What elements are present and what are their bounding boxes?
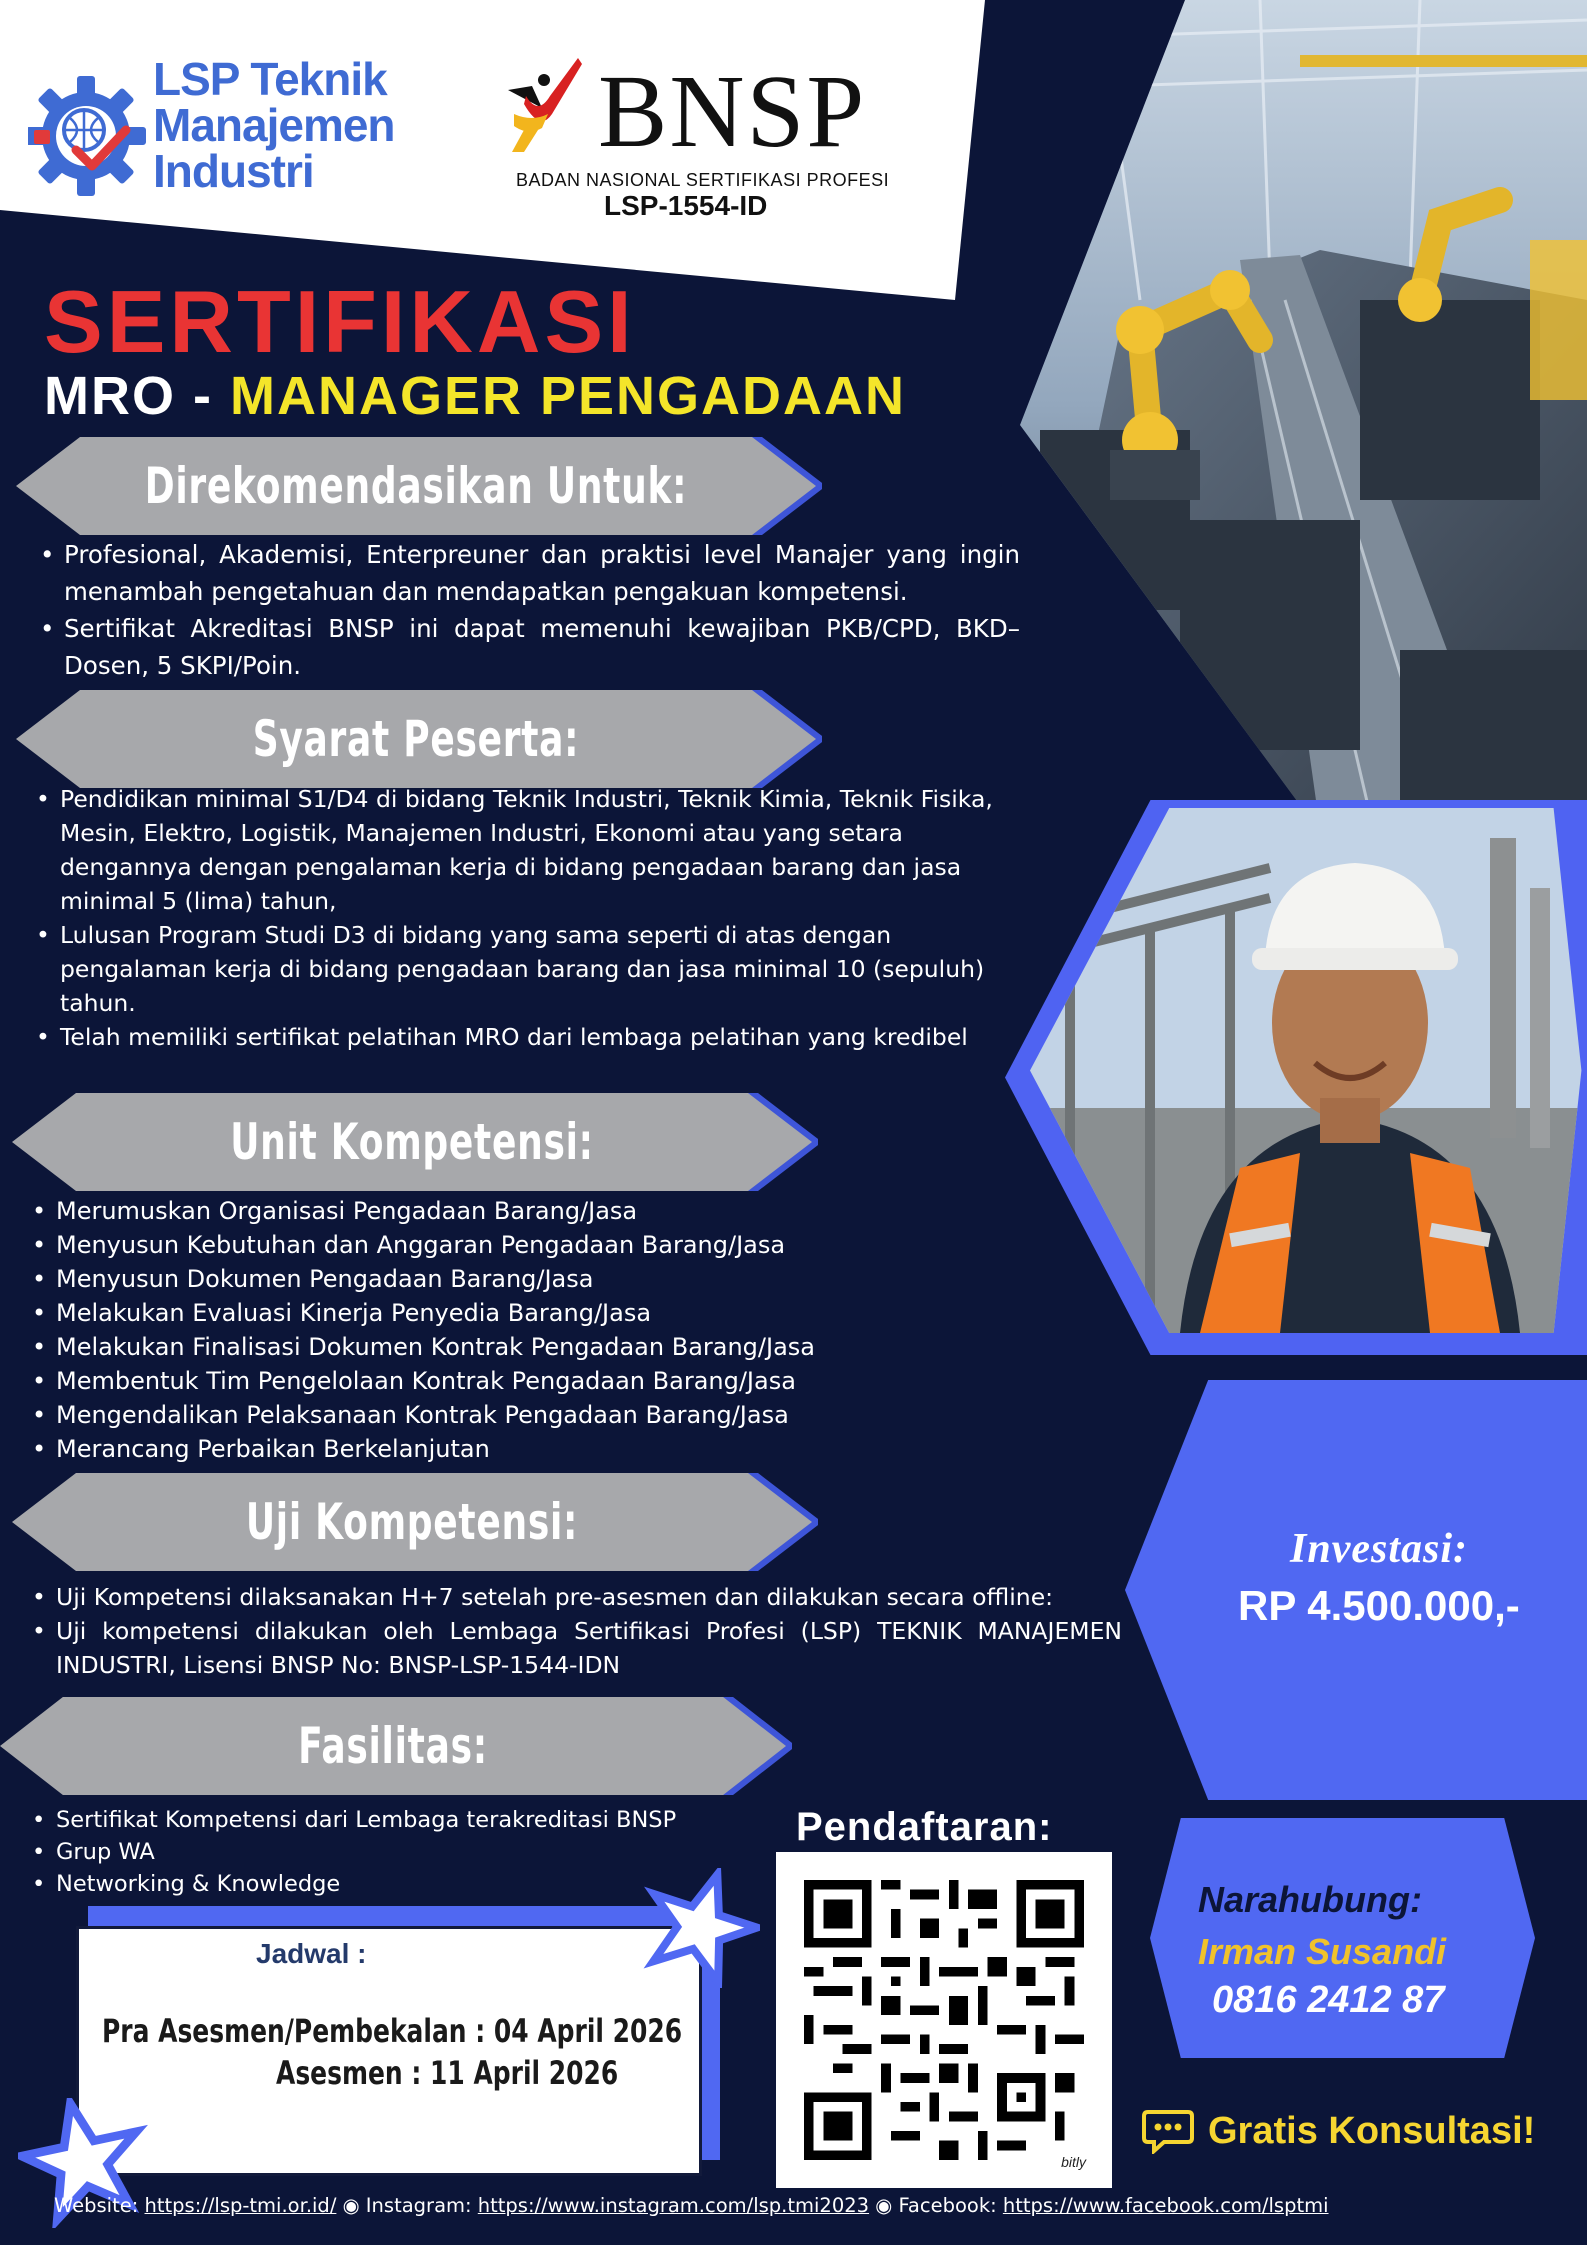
footer-links xyxy=(54,2194,1329,2217)
website-link[interactable]: https://lsp-tmi.or.id/ xyxy=(144,2194,337,2217)
subtitle-highlight: MANAGER PENGADAAN xyxy=(229,366,906,426)
list-item: • Mengendalikan Pelaksanaan Kontrak Pengadaan Barang/Jasa xyxy=(32,1398,1012,1432)
units-list xyxy=(32,1194,1012,1466)
list-item: • Profesional, Akademisi, Enterpreuner dan praktisi level Manajer yang ingin menambah pengetahuan dan mendapatkan pengakuan kompetensi. xyxy=(40,536,1020,610)
requirements-banner xyxy=(16,690,816,788)
recommended-banner xyxy=(16,437,816,535)
investment-price: RP 4.500.000,- xyxy=(1238,1582,1520,1629)
website-label: Website: xyxy=(54,2194,145,2217)
schedule-card xyxy=(76,1926,702,2176)
lsp-logo xyxy=(28,52,428,212)
globe-icon: ◉ xyxy=(342,2194,360,2217)
pre-assessment-date: 04 April 2026 xyxy=(493,2012,683,2050)
list-item: • Melakukan Finalisasi Dokumen Kontrak Pengadaan Barang/Jasa xyxy=(32,1330,1012,1364)
schedule-row-assessment xyxy=(276,2054,618,2092)
gear-check-icon xyxy=(28,58,148,208)
recommended-list xyxy=(40,536,1020,684)
qr-code-icon xyxy=(804,1880,1084,2160)
free-consultation-label: Gratis Konsultasi! xyxy=(1208,2109,1536,2152)
assessment-label: Asesmen xyxy=(276,2054,403,2092)
list-item: • Merumuskan Organisasi Pengadaan Barang/Jasa xyxy=(32,1194,1012,1228)
registration-qr-code[interactable] xyxy=(776,1852,1112,2188)
subtitle xyxy=(44,366,906,426)
instagram-link[interactable]: https://www.instagram.com/lsp.tmi2023 xyxy=(477,2194,870,2217)
list-item: • Telah memiliki sertifikat pelatihan MRO dari lembaga pelatihan yang kredibel xyxy=(36,1020,1016,1054)
facilities-banner xyxy=(0,1697,786,1795)
list-item: • Sertifikat Akreditasi BNSP ini dapat memenuhi kewajiban PKB/CPD, BKD–Dosen, 5 SKPI/Poin. xyxy=(40,610,1020,684)
list-item: • Menyusun Dokumen Pengadaan Barang/Jasa xyxy=(32,1262,1012,1296)
contact-title: Narahubung: xyxy=(1198,1879,1422,1920)
factory-robot-photo xyxy=(1000,0,1587,900)
list-item: • Lulusan Program Studi D3 di bidang yang sama seperti di atas dengan pengalaman kerja di bidang pengadaan barang dan jasa minimal 10 (sepuluh) tahun. xyxy=(36,918,1016,1020)
instagram-label: Instagram: xyxy=(359,2194,478,2217)
registration-title: Pendaftaran: xyxy=(796,1805,1053,1849)
bnsp-full-name: BADAN NASIONAL SERTIFIKASI PROFESI xyxy=(516,170,890,190)
star-decoration-icon xyxy=(640,1868,760,1988)
schedule-row-pre-assessment xyxy=(102,2012,682,2050)
recommended-heading: Direkomendasikan Untuk: xyxy=(144,457,688,515)
schedule-separator: : xyxy=(466,2012,494,2050)
exam-banner xyxy=(12,1473,812,1571)
exam-list xyxy=(32,1580,1122,1682)
bnsp-emblem-icon xyxy=(504,56,582,154)
contact-name: Irman Susandi xyxy=(1198,1931,1447,1972)
chat-bubble-icon xyxy=(1142,2108,1194,2154)
lsp-logo-line-1: LSP Teknik xyxy=(153,53,387,105)
lsp-logo-text xyxy=(153,53,395,197)
list-item: • Uji kompetensi dilakukan oleh Lembaga Sertifikasi Profesi (LSP) TEKNIK MANAJEMEN INDUSTRI, Lisensi BNSP No: BNSP-LSP-1544-IDN xyxy=(32,1614,1122,1682)
schedule-separator: : xyxy=(402,2054,431,2092)
requirements-list xyxy=(36,782,1016,1054)
qr-brand-label: bitly xyxy=(1061,2154,1086,2170)
list-item: • Sertifikat Kompetensi dari Lembaga terakreditasi BNSP xyxy=(32,1804,812,1836)
requirements-heading: Syarat Peserta: xyxy=(252,710,580,768)
list-item: • Pendidikan minimal S1/D4 di bidang Teknik Industri, Teknik Kimia, Teknik Fisika, Mesin, Elektro, Logistik, Manajemen Industri, Ekonomi atau yang setara dengannya dengan pengalaman kerja di bidang pengadaan barang dan jasa minimal 5 (lima) tahun, xyxy=(36,782,1016,918)
list-item: • Uji Kompetensi dilaksanakan H+7 setelah pre-asesmen dan dilakukan secara offline: xyxy=(32,1580,1122,1614)
subtitle-prefix: MRO - xyxy=(44,366,230,426)
free-consultation[interactable] xyxy=(1142,2108,1535,2154)
list-item: • Networking & Knowledge xyxy=(32,1868,812,1900)
lsp-logo-line-3: Industri xyxy=(153,145,314,197)
main-title: SERTIFIKASI xyxy=(44,272,636,371)
list-item: • Grup WA xyxy=(32,1836,812,1868)
facebook-link[interactable]: https://www.facebook.com/lsptmi xyxy=(1002,2194,1329,2217)
bnsp-logo xyxy=(500,50,890,225)
units-banner xyxy=(12,1093,812,1191)
lsp-logo-line-2: Manajemen xyxy=(153,99,395,151)
list-item: • Melakukan Evaluasi Kinerja Penyedia Barang/Jasa xyxy=(32,1296,1012,1330)
units-heading: Unit Kompetensi: xyxy=(230,1113,594,1171)
facilities-heading: Fasilitas: xyxy=(298,1717,488,1775)
schedule-title: Jadwal : xyxy=(256,1938,367,1969)
bnsp-name: BNSP xyxy=(598,54,867,169)
list-item: • Merancang Perbaikan Berkelanjutan xyxy=(32,1432,1012,1466)
exam-heading: Uji Kompetensi: xyxy=(245,1493,579,1551)
globe-icon: ◉ xyxy=(875,2194,893,2217)
facebook-label: Facebook: xyxy=(892,2194,1003,2217)
list-item: • Menyusun Kebutuhan dan Anggaran Pengadaan Barang/Jasa xyxy=(32,1228,1012,1262)
bnsp-license-number: LSP-1554-ID xyxy=(604,190,768,221)
list-item: • Membentuk Tim Pengelolaan Kontrak Pengadaan Barang/Jasa xyxy=(32,1364,1012,1398)
contact-phone[interactable]: 0816 2412 87 xyxy=(1212,1979,1445,2021)
pre-assessment-label: Pra Asesmen/Pembekalan xyxy=(102,2012,467,2050)
assessment-date: 11 April 2026 xyxy=(430,2054,619,2092)
investment-label: Investasi: xyxy=(1290,1526,1468,1572)
